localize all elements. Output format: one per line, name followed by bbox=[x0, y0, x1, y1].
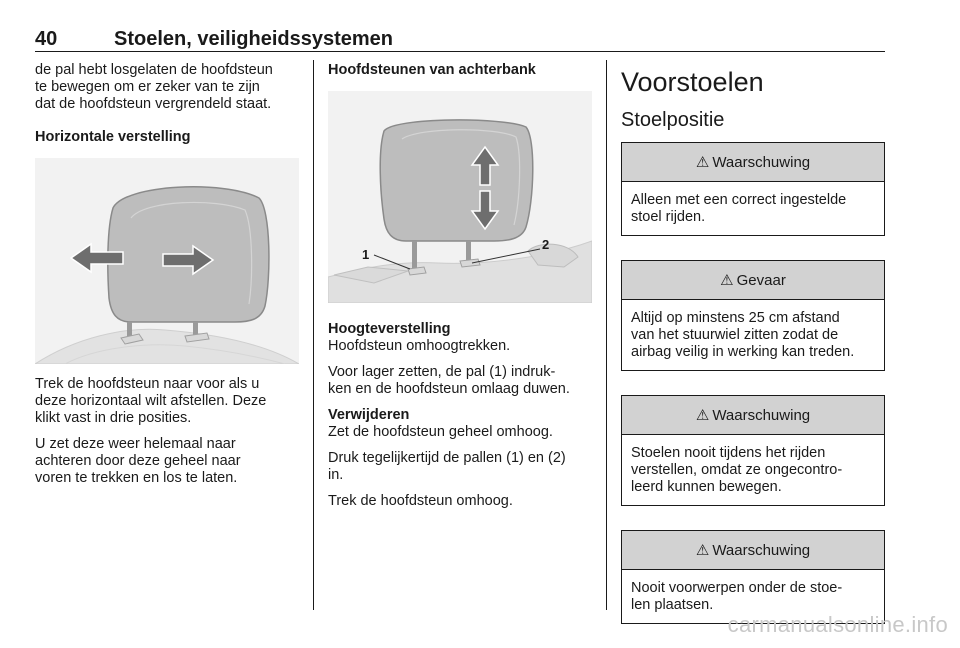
warning-triangle-icon: ⚠ bbox=[695, 407, 710, 424]
figure-label-1: 1 bbox=[362, 247, 370, 262]
warning-box bbox=[621, 395, 885, 506]
headrest-horizontal-figure bbox=[35, 158, 299, 364]
body-line: achteren door deze geheel naar bbox=[35, 453, 241, 469]
body-line: Hoofdsteun omhoogtrekken. bbox=[328, 338, 511, 354]
subsection-heading: Hoogteverstelling bbox=[328, 321, 451, 337]
body-line: Zet de hoofdsteun geheel omhoog. bbox=[328, 424, 553, 440]
rear-headrest-figure bbox=[328, 91, 592, 303]
body-line: U zet deze weer helemaal naar bbox=[35, 436, 236, 452]
warning-triangle-icon: ⚠ bbox=[720, 272, 734, 289]
section-title: Stoelpositie bbox=[621, 109, 725, 131]
section-heading: Hoofdsteunen van achterbank bbox=[328, 62, 536, 78]
column-divider-1 bbox=[313, 60, 314, 610]
warning-triangle-icon: ⚠ bbox=[695, 542, 710, 559]
page-title: Stoelen, veiligheidssystemen bbox=[114, 28, 393, 50]
body-line: ken en de hoofdsteun omlaag duwen. bbox=[328, 381, 570, 397]
watermark: carmanualsonline.info bbox=[727, 612, 948, 637]
page-header bbox=[35, 22, 885, 52]
danger-box-header bbox=[622, 261, 884, 300]
warning-line: leerd kunnen bewegen. bbox=[631, 479, 782, 495]
danger-line: airbag veilig in werking kan treden. bbox=[631, 344, 855, 360]
headrest-horizontal-illustration bbox=[35, 158, 299, 364]
warning-box bbox=[621, 142, 885, 236]
warning-box-title: Waarschuwing bbox=[712, 153, 811, 171]
warning-line: Alleen met een correct ingestelde bbox=[631, 192, 847, 208]
body-line: Druk tegelijkertijd de pallen (1) en (2) bbox=[328, 450, 566, 466]
warning-line: verstellen, omdat ze ongecontro- bbox=[631, 462, 843, 478]
column-1 bbox=[35, 62, 301, 487]
section-heading: Horizontale verstelling bbox=[35, 129, 191, 145]
page-number: 40 bbox=[35, 28, 58, 50]
column-3 bbox=[621, 62, 885, 648]
chapter-title: Voorstoelen bbox=[621, 67, 764, 97]
rear-headrest-illustration bbox=[328, 91, 592, 303]
warning-box bbox=[621, 530, 885, 624]
body-line: voren te trekken en los te laten. bbox=[35, 470, 238, 486]
warning-line: len plaatsen. bbox=[631, 597, 714, 613]
column-2 bbox=[328, 62, 594, 510]
figure-label-2: 2 bbox=[542, 237, 550, 252]
body-line: Trek de hoofdsteun naar voor als u bbox=[35, 376, 260, 392]
intro-line: de pal hebt losgelaten de hoofdsteun bbox=[35, 62, 273, 78]
warning-line: Stoelen nooit tijdens het rijden bbox=[631, 445, 826, 461]
subsection-heading: Verwijderen bbox=[328, 407, 410, 423]
intro-line: dat de hoofdsteun vergrendeld staat. bbox=[35, 96, 272, 112]
intro-line: te bewegen om er zeker van te zijn bbox=[35, 79, 260, 95]
warning-box-body bbox=[622, 182, 884, 235]
body-line: Trek de hoofdsteun omhoog. bbox=[328, 493, 513, 509]
warning-box-header bbox=[622, 143, 884, 182]
danger-line: van het stuurwiel zitten zodat de bbox=[631, 327, 839, 343]
danger-box-title: Gevaar bbox=[736, 271, 786, 289]
warning-line: Nooit voorwerpen onder de stoe- bbox=[631, 580, 843, 596]
warning-box-header bbox=[622, 396, 884, 435]
body-line: deze horizontaal wilt afstellen. Deze bbox=[35, 393, 267, 409]
body-line: in. bbox=[328, 467, 344, 483]
warning-triangle-icon: ⚠ bbox=[695, 154, 710, 171]
warning-line: stoel rijden. bbox=[631, 209, 706, 225]
warning-box-body bbox=[622, 435, 884, 505]
body-line: Voor lager zetten, de pal (1) indruk- bbox=[328, 364, 556, 380]
warning-box-header bbox=[622, 531, 884, 570]
danger-box bbox=[621, 260, 885, 371]
column-divider-2 bbox=[606, 60, 607, 610]
header-rule bbox=[35, 51, 885, 52]
warning-box-title: Waarschuwing bbox=[712, 406, 811, 424]
body-line: klikt vast in drie posities. bbox=[35, 410, 192, 426]
warning-box-title: Waarschuwing bbox=[712, 541, 811, 559]
danger-line: Altijd op minstens 25 cm afstand bbox=[631, 310, 840, 326]
danger-box-body bbox=[622, 300, 884, 370]
